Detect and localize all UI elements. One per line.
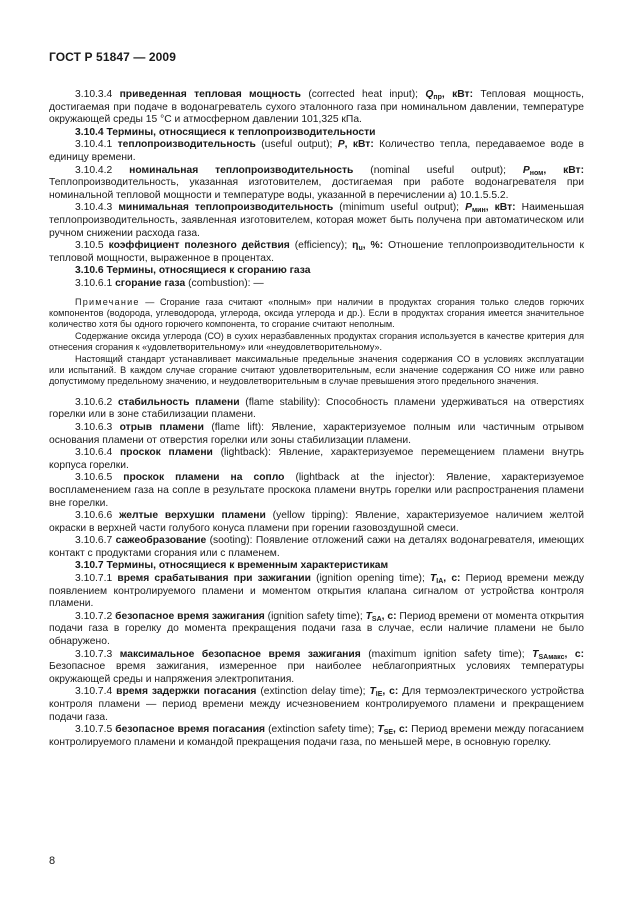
term: минимальная теплопроизводительность — [118, 202, 334, 214]
symbol-subscript: u — [358, 245, 363, 253]
symbol: P — [337, 139, 345, 151]
term: проскок пламени — [119, 447, 213, 459]
term: сгорание газа — [115, 277, 186, 289]
term-english: (minimum useful output); — [333, 202, 466, 214]
definition: (lightback at the injector): Явление, характеризуемое воспламенением газа на сопле в результате проскока пламени внутрь горелки или распространения пламени вне горелки. — [49, 472, 584, 509]
term: время задержки погасания — [116, 686, 257, 698]
term-english: (efficiency); — [289, 240, 353, 252]
clause-3-10-4-1 — [49, 139, 584, 164]
term-english: (maximum ignition safety time); — [360, 648, 533, 660]
term: приведенная тепловая мощность — [119, 89, 301, 100]
term: сажеобразование — [115, 535, 207, 547]
definition: Тепловая мощность, достигаемая при подаче в водонагреватель сухого эталонного газа при номинальном давлении, температуре окружающей среды 15 °С и атмосферном давлении 101,325 кПа. — [49, 89, 584, 126]
symbol-subscript: мин — [471, 207, 486, 215]
term: безопасное время зажигания — [115, 610, 265, 622]
clause-number: 3.10.4.3 — [75, 202, 119, 214]
clause-number: 3.10.6.2 — [75, 396, 118, 408]
definition: Количество тепла, передаваемое воде в единицу времени. — [49, 139, 585, 163]
symbol: η — [352, 240, 359, 252]
symbol-subscript: ном — [529, 169, 544, 177]
clause-3-10-7-5 — [49, 724, 584, 749]
clause-number: 3.10.3.4 — [75, 89, 120, 100]
definition: (lightback): Явление, характеризуемое перемещением пламени внутрь корпуса горелки. — [49, 447, 585, 471]
symbol: P — [522, 164, 530, 176]
unit: , с: — [381, 610, 397, 622]
term-english: (extinction safety time); — [265, 724, 378, 736]
term: коэффициент полезного действия — [108, 240, 290, 252]
term: теплопроизводительность — [117, 139, 256, 151]
note-label: Примечание — [75, 296, 140, 307]
term-english: (ignition opening time); — [310, 573, 430, 585]
unit: , с: — [564, 648, 585, 660]
clause-3-10-4-3 — [49, 202, 584, 240]
unit: , кВт: — [344, 139, 374, 151]
unit: , с: — [393, 724, 409, 736]
clause-3-10-6-4 — [49, 447, 584, 472]
term: номинальная теплопроизводительность — [129, 164, 354, 176]
unit: , с: — [382, 686, 399, 698]
definition: (flame lift): Явление, характеризуемое полным или частичным отрывом основания пламени от отверстия горелки или зоны стабилизации пламени. — [49, 421, 584, 446]
symbol: Q — [425, 89, 434, 100]
note-3: Настоящий стандарт устанавливает максимальные предельные значения содержания СО в условиях эксплуатации или испытаний. В каждом случае сгорание считают удовлетворительным, если значение содержания СО ниже или равно допустимому предельному значению, и неудовлетворительным в случае превышения этого предельного значения. — [49, 353, 584, 387]
unit: , кВт: — [441, 89, 474, 100]
clause-3-10-6-1 — [49, 278, 584, 291]
term: отрыв пламени — [119, 421, 204, 433]
clause-3-10-6-2 — [49, 397, 584, 422]
term: стабильность пламени — [117, 396, 240, 408]
symbol: T — [532, 648, 539, 660]
clause-3-10-6-6 — [49, 510, 584, 535]
symbol-subscript: пр — [433, 94, 442, 101]
note-text: — Сгорание газа считают «полным» при наличии в продуктах сгорания только следов горючих компонентов (водорода, углеводорода, углерода, оксида углерода и др.). Если в продуктах сгорания имеется значительное количество хотя бы одного горючего компонента, то сгорание считают неполным. — [49, 296, 584, 330]
definition: Период времени между появлением контролируемого пламени и моментом открытия клапана сигналом от устройства контроля пламени. — [49, 573, 584, 610]
document-body — [49, 89, 584, 749]
term: безопасное время погасания — [115, 724, 266, 736]
term-english: (ignition safety time); — [264, 610, 366, 622]
definition: Наименьшая теплопроизводительность, заявленная изготовителем, которая может быть получена при автоматическом или ручном снижении расхода газа. — [49, 202, 584, 239]
note-block — [49, 297, 584, 388]
term-english: (nominal useful output); — [353, 164, 523, 176]
symbol-subscript: IE — [375, 691, 383, 699]
clause-3-10-4-2 — [49, 165, 584, 203]
definition: (flame stability): Способность пламени удерживаться на отверстиях горелки или в зоне стабилизации пламени. — [49, 396, 584, 421]
symbol-subscript: IA — [436, 578, 444, 586]
symbol-subscript: SAмакс — [538, 653, 565, 661]
clause-3-10-5 — [49, 240, 584, 265]
term: желтые верхушки пламени — [119, 510, 266, 522]
symbol-subscript: SA — [371, 615, 382, 623]
clause-3-10-6-7 — [49, 535, 584, 560]
section-heading-3-10-7: 3.10.7 Термины, относящиеся к временным характеристикам — [75, 560, 389, 572]
definition: Период времени между погасанием контролируемого пламени и командой прекращения подачи газа, по меньшей мере, в основную горелку. — [49, 724, 585, 748]
clause-number: 3.10.7.4 — [75, 686, 117, 698]
clause-3-10-7-4 — [49, 686, 584, 724]
symbol: T — [365, 610, 372, 622]
term: проскок пламени на сопло — [123, 472, 285, 484]
symbol: T — [369, 686, 376, 698]
symbol: T — [430, 573, 437, 585]
clause-number: 3.10.7.5 — [75, 724, 116, 736]
clause-number: 3.10.4.1 — [75, 139, 118, 151]
definition: Для термоэлектрического устройства контроля пламени — период времени между исчезновением контролируемого пламени и прекращением подачи газа. — [49, 686, 585, 723]
symbol-subscript: SE — [383, 729, 394, 737]
note-1 — [49, 297, 584, 331]
clause-number: 3.10.6.7 — [75, 535, 116, 547]
section-heading-3-10-4: 3.10.4 Термины, относящиеся к теплопроизводительности — [75, 126, 376, 138]
definition: Теплопроизводительность, указанная изготовителем, достигаемая при работе водонагревателя при номинальной тепловой мощности и температуре воды, указанной в перечислении а) 10.1.5.5.2. — [49, 177, 584, 201]
term: максимальное безопасное время зажигания — [119, 648, 361, 660]
clause-3-10-6-3 — [49, 422, 584, 447]
definition: (sooting): Появление отложений сажи на деталях водонагревателя, имеющих контакт с продуктами сгорания или с пламенем. — [49, 535, 584, 559]
clause-number: 3.10.6.1 — [75, 277, 116, 289]
clause-number: 3.10.4.2 — [75, 164, 130, 176]
unit: , %: — [362, 240, 384, 252]
note-2: Содержание оксида углерода (СО) в сухих неразбавленных продуктах сгорания используется в качестве критерия для отнесения сгорания к «удовлетворительному» или «неудовлетворительному». — [49, 330, 584, 353]
symbol: P — [465, 202, 472, 214]
term-english: (combustion): — — [185, 277, 264, 289]
symbol: T — [377, 724, 384, 736]
clause-number: 3.10.6.6 — [75, 510, 120, 522]
definition: (yellow tipping): Явление, характеризуемое наличием желтой окраски в верхней части голубого конуса пламени при горении газовоздушной смеси. — [49, 510, 584, 534]
clause-number: 3.10.6.4 — [75, 447, 120, 459]
clause-number: 3.10.7.3 — [75, 648, 120, 660]
term-english: (corrected heat input); — [300, 89, 426, 100]
clause-number: 3.10.7.1 — [75, 573, 118, 585]
clause-3-10-3-4 — [49, 89, 584, 127]
document-header: ГОСТ Р 51847 — 2009 — [49, 50, 176, 64]
clause-3-10-7-1 — [49, 573, 584, 611]
section-heading-3-10-6: 3.10.6 Термины, относящиеся к сгоранию газа — [75, 265, 311, 277]
clause-number: 3.10.5 — [75, 240, 109, 252]
clause-number: 3.10.6.5 — [75, 472, 124, 484]
unit: , кВт: — [543, 164, 585, 176]
clause-number: 3.10.7.2 — [75, 610, 116, 622]
clause-3-10-6-5 — [49, 472, 584, 510]
definition: Безопасное время зажигания, измеренное при наиболее неблагоприятных условиях температуры окружающей среды и напряжения электропитания. — [49, 661, 584, 685]
clause-3-10-7-3 — [49, 649, 584, 687]
term-english: (extinction delay time); — [256, 686, 370, 698]
page-number: 8 — [49, 855, 56, 867]
term-english: (useful output); — [255, 139, 338, 151]
unit: , кВт: — [485, 202, 516, 214]
term: время срабатывания при зажигании — [117, 573, 311, 585]
definition: Отношение теплопроизводительности к тепловой мощности, выраженное в процентах. — [49, 240, 584, 264]
clause-3-10-7-2 — [49, 611, 584, 649]
clause-number: 3.10.6.3 — [75, 421, 120, 433]
unit: , с: — [443, 573, 461, 585]
definition: Период времени от момента открытия подачи газа в горелку до момента прекращения подачи газа в случае, если наличие пламени не было обнаружено. — [49, 610, 584, 648]
